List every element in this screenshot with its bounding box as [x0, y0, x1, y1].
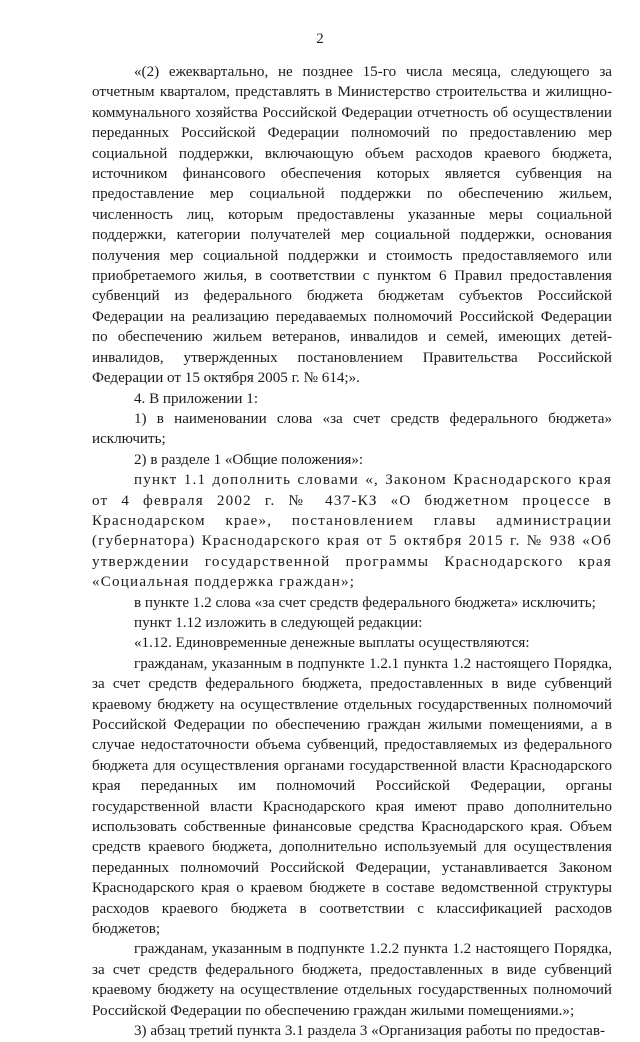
paragraph-subpoint-1-2-2: гражданам, указанным в подпункте 1.2.2 пункта 1.2 настоящего Порядка, за счет средств федерального бюджета, предоставленных в виде субвенций краевому бюджету на осуществление отдельных государственных полномочий Российской Федерации по обеспечению граждан жилыми помещениями.»;	[92, 941, 612, 1019]
paragraph-reporting-obligation: «(2) ежеквартально, не позднее 15-го числа месяца, следующего за отчетным кварталом, представлять в Министерство строительства и жилищно-коммунального хозяйства Российской Федерации отчетность об осуществлении переданных Российской Федерации полномочий по предоставлению мер социальной поддержки, включающую объем расходов краевого бюджета, источником финансового обеспечения которых является субвенция на предоставление мер социальной поддержки по обеспечению жильем, численность лиц, которым предоставлены указанные меры социальной поддержки, категории получателей мер социальной поддержки, основания получения мер социальной поддержки и стоимость предоставляемого или приобретаемого жилья, в соответствии с пунктом 6 Правил предоставления субвенций из федерального бюджета бюджетам субъектов Российской Федерации на реализацию передаваемых полномочий Российской Федерации по обеспечению жильем ветеранов, инвалидов и семей, имеющих детей-инвалидов, утвержденных постановлением Правительства Российской Федерации от 15 октября 2005 г. № 614;».	[92, 64, 612, 387]
paragraph-point-1-12: пункт 1.12 изложить в следующей редакции:	[134, 614, 423, 631]
paragraph-subpoint-1-2-1: гражданам, указанным в подпункте 1.2.1 пункта 1.2 настоящего Порядка, за счет средств федерального бюджета, предоставленных в виде субвенций краевому бюджету на осуществление отдельных государственных полномочий Российской Федерации по обеспечению граждан жилыми помещениями, а в случае недостаточности объема субвенций, предоставляемых из федерального бюджета для осуществления органами государственной власти Краснодарского края переданных им полномочий Российской Федерации, органы государственной власти Краснодарского края имеют право дополнительно использовать собственные финансовые средства Краснодарского края. Объем средств краевого бюджета, дополнительно используемый для осуществления переданных полномочий Российской Федерации, устанавливается Законом Краснодарского края о краевом бюджете в составе ведомственной структуры расходов краевого бюджета в соответствии с классификацией расходов бюджетов;	[92, 655, 612, 938]
paragraph-point-3-1: 3) абзац третий пункта 3.1 раздела 3 «Организация работы по предостав-	[134, 1023, 605, 1040]
page-number: 2	[316, 31, 324, 47]
document-body	[92, 62, 612, 1042]
paragraph-title-change: 1) в наименовании слова «за счет средств федерального бюджета» исключить;	[92, 410, 612, 448]
paragraph-appendix-1: 4. В приложении 1:	[134, 390, 259, 407]
paragraph-section-1: 2) в разделе 1 «Общие положения»:	[134, 451, 364, 468]
paragraph-point-1-2: в пункте 1.2 слова «за счет средств федерального бюджета» исключить;	[134, 594, 596, 611]
paragraph-point-1-12-heading: «1.12. Единовременные денежные выплаты осуществляются:	[134, 635, 530, 652]
paragraph-point-1-1: пункт 1.1 дополнить словами «, Законом Краснодарского края от 4 февраля 2002 г. № 437-КЗ «О бюджетном процессе в Краснодарском крае», постановлением главы администрации (губернатора) Краснодарского края от 5 октября 2015 г. № 938 «Об утверждении государственной программы Краснодарского края «Социальная поддержка граждан»;	[92, 472, 612, 591]
